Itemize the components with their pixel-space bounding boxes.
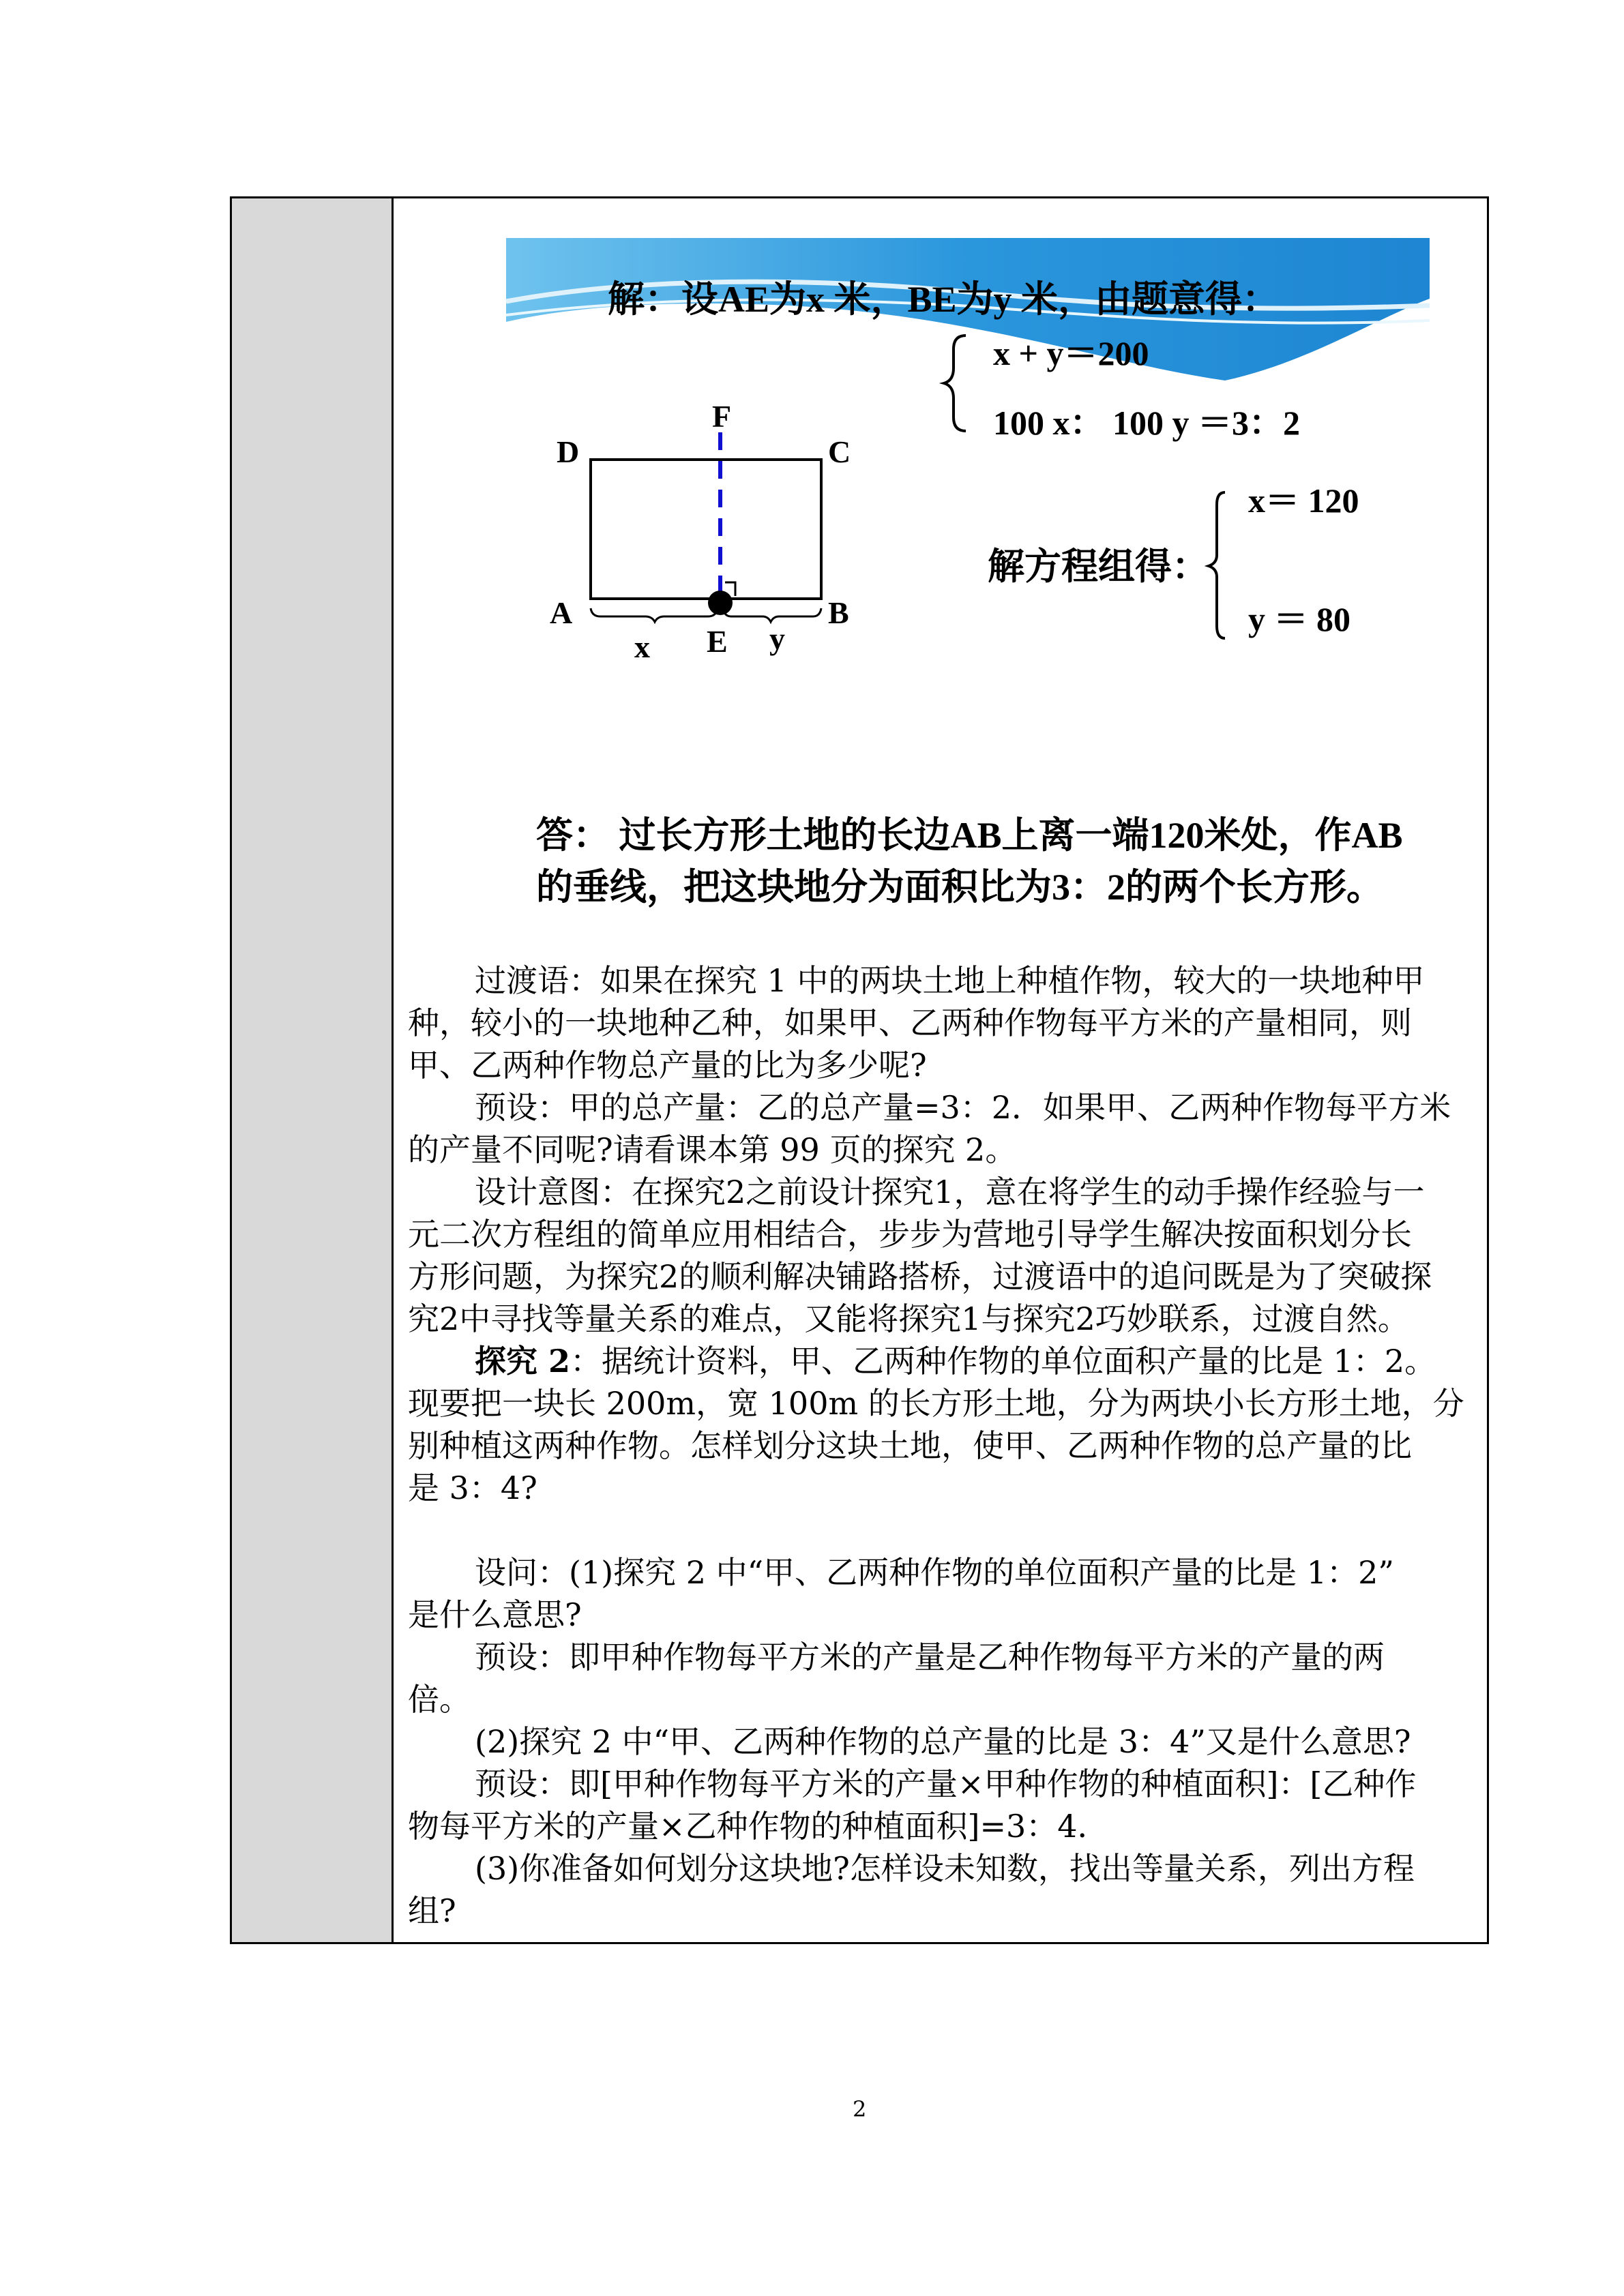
label-y: y bbox=[769, 621, 785, 656]
label-b: B bbox=[828, 595, 849, 630]
design-intent-line: 方形问题，为探究2的顺利解决铺路搭桥，过渡语中的追问既是为了突破探 bbox=[408, 1258, 1432, 1295]
question-line: 是什么意思? bbox=[408, 1596, 582, 1633]
label-d: D bbox=[557, 434, 580, 469]
spacer bbox=[408, 1509, 1472, 1551]
exploration-2-text: ：据统计资料，甲、乙两种作物的单位面积产量的比是 1：2。 bbox=[570, 1343, 1436, 1380]
exploration-2-line: 是 3：4? bbox=[408, 1470, 537, 1506]
brace-equations bbox=[944, 336, 966, 431]
solution-slide bbox=[495, 235, 1430, 923]
design-intent-line: 元二次方程组的简单应用相结合，步步为营地引导学生解决按面积划分长 bbox=[408, 1216, 1412, 1253]
label-e: E bbox=[707, 624, 728, 659]
design-intent-line: 究2中寻找等量关系的难点，又能将探究1与探究2巧妙联系，过渡自然。 bbox=[408, 1300, 1409, 1337]
exploration-2-line: 别种植这两种作物。怎样划分这块土地，使甲、乙两种作物的总产量的比 bbox=[408, 1427, 1412, 1464]
solution-x: x＝ 120 bbox=[1248, 481, 1359, 520]
label-f: F bbox=[712, 399, 732, 434]
preset-line: 预设：即[甲种作物每平方米的产量×甲种作物的种植面积]：[乙种作 bbox=[475, 1765, 1417, 1802]
page-number: 2 bbox=[853, 2096, 867, 2122]
question-line: 组? bbox=[408, 1892, 456, 1929]
preset-line: 物每平方米的产量×乙种作物的种植面积]=3：4． bbox=[408, 1808, 1109, 1845]
exploration-2-title: 探究 2 bbox=[475, 1343, 571, 1380]
transition-paragraph-line: 过渡语：如果在探究 1 中的两块土地上种植作物，较大的一块地种甲 bbox=[475, 962, 1425, 999]
brace-y bbox=[723, 608, 821, 622]
answer-line-2: 的垂线，把这块地分为面积比为3：2的两个长方形。 bbox=[536, 867, 1383, 908]
label-x: x bbox=[634, 629, 650, 664]
preset-line: 倍。 bbox=[408, 1681, 471, 1718]
rectangle-abcd bbox=[591, 460, 821, 599]
preset-line: 预设：即甲种作物每平方米的产量是乙种作物每平方米的产量的两 bbox=[475, 1639, 1385, 1675]
solution-label: 解方程组得： bbox=[988, 546, 1209, 587]
design-intent-line: 设计意图：在探究2之前设计探究1，意在将学生的动手操作经验与一 bbox=[475, 1174, 1425, 1210]
exploration-2-line: 现要把一块长 200m，宽 100m 的长方形土地，分为两块小长方形土地，分 bbox=[408, 1385, 1464, 1422]
equation-1: x + y＝200 bbox=[993, 334, 1149, 372]
question-line: (2)探究 2 中“甲、乙两种作物的总产量的比是 3：4”又是什么意思? bbox=[475, 1723, 1411, 1760]
brace-solutions bbox=[1209, 492, 1225, 638]
point-e bbox=[708, 591, 733, 615]
label-a: A bbox=[550, 595, 573, 630]
question-line: 设问：(1)探究 2 中“甲、乙两种作物的单位面积产量的比是 1：2” bbox=[475, 1554, 1394, 1591]
slide-heading: 解：设AE为x 米，BE为y 米，由题意得： bbox=[608, 279, 1280, 320]
brace-x bbox=[591, 608, 718, 622]
preset-paragraph-line: 预设：甲的总产量：乙的总产量=3：2．如果甲、乙两种作物每平方米 bbox=[475, 1089, 1451, 1126]
preset-paragraph-line: 的产量不同呢?请看课本第 99 页的探究 2。 bbox=[408, 1131, 1017, 1168]
label-column bbox=[232, 198, 394, 1942]
exploration-2-line bbox=[408, 1340, 1472, 1382]
transition-paragraph-line: 种，较小的一块地种乙种，如果甲、乙两种作物每平方米的产量相同，则 bbox=[408, 1004, 1412, 1041]
answer-line-1: 答： 过长方形土地的长边AB上离一端120米处，作AB bbox=[536, 815, 1403, 856]
lesson-body bbox=[408, 959, 1472, 1932]
label-c: C bbox=[828, 434, 851, 469]
equation-2: 100 x： 100 y ＝3：2 bbox=[993, 404, 1300, 442]
question-line: (3)你准备如何划分这块地?怎样设未知数，找出等量关系，列出方程 bbox=[475, 1850, 1415, 1887]
transition-paragraph-line: 甲、乙两种作物总产量的比为多少呢? bbox=[408, 1047, 927, 1084]
solution-y: y ＝ 80 bbox=[1248, 600, 1350, 638]
